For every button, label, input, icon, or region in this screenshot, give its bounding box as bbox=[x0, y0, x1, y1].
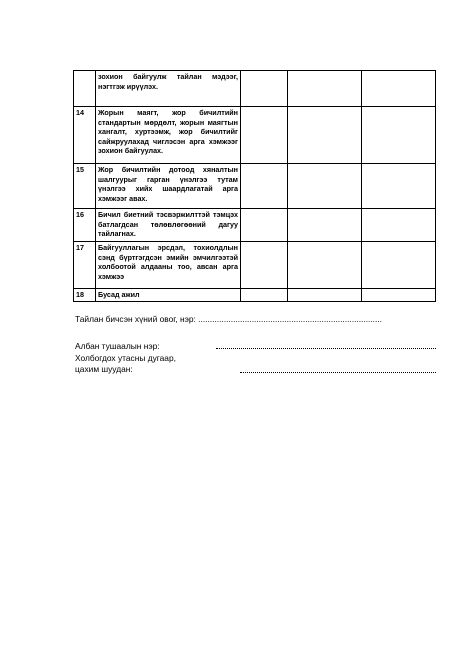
row-number: 18 bbox=[74, 289, 96, 302]
position-fill-line bbox=[216, 348, 436, 349]
empty-cell bbox=[362, 242, 436, 289]
empty-cell bbox=[362, 71, 436, 107]
phone-label: Холбогдох утасны дугаар, bbox=[75, 353, 176, 363]
row-text: Бичил биетний тэсвэржилттэй тэмцэх батлагдсан төлөвлөгөөний дагуу тайлагнах. bbox=[96, 209, 241, 242]
row-text: Жорын маягт, жор бичилтийн стандартын мөрдөлт, жорын маягтын хангалт, хуртээмж, жор бичилтийг сайжруулахад чиглэсэн арга хэмжээг зохион байгуулах. bbox=[96, 107, 241, 164]
row-number: 16 bbox=[74, 209, 96, 242]
empty-cell bbox=[241, 71, 288, 107]
reporter-label: Тайлан бичсэн хүний овог, нэр: bbox=[75, 314, 196, 324]
reporter-line bbox=[75, 314, 435, 324]
empty-cell bbox=[362, 164, 436, 209]
row-number: 14 bbox=[74, 107, 96, 164]
row-number: 15 bbox=[74, 164, 96, 209]
row-number: 17 bbox=[74, 242, 96, 289]
table-row bbox=[74, 209, 436, 242]
empty-cell bbox=[241, 242, 288, 289]
empty-cell bbox=[362, 289, 436, 302]
empty-cell bbox=[288, 242, 362, 289]
report-table bbox=[73, 70, 436, 302]
row-number bbox=[74, 71, 96, 107]
table-row bbox=[74, 242, 436, 289]
row-text: зохион байгуулж тайлан мэдээг, нэгтгэж ирүүлэх. bbox=[96, 71, 241, 107]
empty-cell bbox=[288, 209, 362, 242]
table-row bbox=[74, 289, 436, 302]
empty-cell bbox=[241, 164, 288, 209]
position-label: Албан тушаалын нэр: bbox=[75, 341, 160, 351]
empty-cell bbox=[288, 107, 362, 164]
row-text: Бусад ажил bbox=[96, 289, 241, 302]
email-label: цахим шуудан: bbox=[75, 364, 133, 374]
row-text: Байгууллагын эрсдэл, тохиолдлын сэнд бүртгэгдсэн эмийн эмчилгээтэй холбоотой алдааны тоо, авсан арга хэмжээ bbox=[96, 242, 241, 289]
contact-fill-line bbox=[240, 372, 436, 373]
empty-cell bbox=[241, 107, 288, 164]
empty-cell bbox=[241, 289, 288, 302]
table-row bbox=[74, 107, 436, 164]
empty-cell bbox=[288, 164, 362, 209]
empty-cell bbox=[288, 289, 362, 302]
empty-cell bbox=[362, 107, 436, 164]
empty-cell bbox=[288, 71, 362, 107]
reporter-dots: ............................................................................... bbox=[198, 314, 382, 324]
table-row bbox=[74, 71, 436, 107]
row-text: Жор бичилтийн дотоод хяналтын шалгуурыг гарган үнэлгээ тутам үнэлгээ хийх шаардлагатай арга хэмжээг авах. bbox=[96, 164, 241, 209]
empty-cell bbox=[241, 209, 288, 242]
table-row bbox=[74, 164, 436, 209]
empty-cell bbox=[362, 209, 436, 242]
